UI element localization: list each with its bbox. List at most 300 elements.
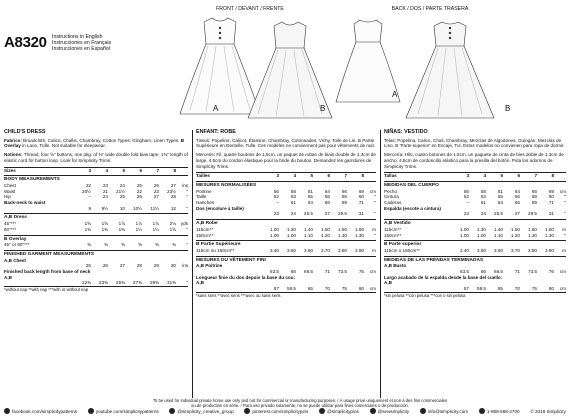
instagram-link[interactable]: @simplicity_creative_group xyxy=(169,408,233,414)
value-cell: 1.50 xyxy=(511,226,520,232)
size-list xyxy=(397,173,566,179)
value-cell: 1.60 xyxy=(338,226,347,232)
value-cell: 1.00 xyxy=(477,232,486,238)
instructions-fr: Instrucciones en Français xyxy=(52,40,112,46)
unit-cell: ins xyxy=(182,182,188,188)
phone-icon xyxy=(479,408,485,414)
unit-cell: cm xyxy=(559,188,566,194)
value-cell: 66 xyxy=(290,269,296,275)
value-cell: 53 xyxy=(480,194,486,200)
value-cell: 1⅝ xyxy=(84,221,91,227)
youtube-link[interactable]: youtube.com/simplicitypatterns xyxy=(88,408,159,414)
value-cell: 29.5 xyxy=(528,211,537,217)
value-cell: 2⅛ xyxy=(169,221,176,227)
spanish-title: NIÑAS: VESTIDO xyxy=(384,129,428,135)
value-cell: 24 xyxy=(290,211,296,217)
value-cell: 27 xyxy=(324,211,330,217)
value-cell: 25 xyxy=(119,194,125,200)
value-cell: 64 xyxy=(514,188,520,194)
value-cell: 1⅞ xyxy=(152,221,159,227)
pinterest-icon xyxy=(244,408,250,414)
value-cell: 80 xyxy=(358,286,364,292)
size-cell: 8 xyxy=(551,173,554,179)
value-cell: 61 xyxy=(497,188,503,194)
french-tissus: Tissus: Popeline, Calicot, Étamine, Chambray, Cotonnades, Vichy, Toile de Lin. B Partie Supérieure en Dentelle, Tulle. Ces modèles ne conviennent pas pour vêtements de nuit. xyxy=(196,137,376,149)
value-cell: 70 xyxy=(514,286,520,292)
phone-number: 1-888-588-2700 xyxy=(479,408,520,414)
value-cell: 23⅜ xyxy=(99,280,108,286)
value-cell: 25.5 xyxy=(304,211,313,217)
value-cell: 24 xyxy=(480,211,486,217)
value-cell: 71 xyxy=(358,200,364,206)
unit-cell: " xyxy=(374,211,376,217)
value-cell: 80 xyxy=(548,286,554,292)
row-label: Taille xyxy=(196,194,207,200)
ab-label: A,B xyxy=(384,280,392,286)
table-row xyxy=(4,242,188,248)
unit-cell: cm xyxy=(369,269,376,275)
value-cell: 31 xyxy=(548,211,554,217)
size-cell: 4 xyxy=(483,173,486,179)
back-neck-label: Back-neck to waist xyxy=(4,200,46,206)
row-label: 60"*** xyxy=(4,226,17,232)
unit-cell: " xyxy=(374,232,376,238)
value-cell: 71 xyxy=(324,269,330,275)
value-cell: 26 xyxy=(153,182,159,188)
size-cell: 3 xyxy=(88,167,91,173)
value-cell: 63.5 xyxy=(460,269,469,275)
value-cell: 1.30 xyxy=(477,226,486,232)
facebook-link[interactable]: facebook.com/simplicitypatterns xyxy=(4,408,77,414)
value-cell: ⅜ xyxy=(104,242,108,248)
unit-cell: " xyxy=(186,188,188,194)
value-cell: 20½ xyxy=(82,188,91,194)
value-cell: 27 xyxy=(514,211,520,217)
value-cell: 57 xyxy=(273,286,279,292)
value-cell: 64 xyxy=(324,188,330,194)
value-cell: 21 xyxy=(102,188,108,194)
medidas-terminadas-heading: MEDIDAS DE LAS PRENDAS TERMINADAS xyxy=(384,256,566,264)
value-cell: 58 xyxy=(290,188,296,194)
size-cell: 3 xyxy=(466,173,469,179)
size-cell: 7 xyxy=(534,173,537,179)
value-cell: 64 xyxy=(497,200,503,206)
value-cell: 3.90 xyxy=(545,247,554,253)
row-label: Pecho xyxy=(384,188,398,194)
value-cell: 1½ xyxy=(135,226,142,232)
ab-label: A,B xyxy=(4,274,12,280)
value-cell: 3.50 xyxy=(287,247,296,253)
value-cell: 1.10 xyxy=(494,232,503,238)
value-cell: 3.70 xyxy=(511,247,520,253)
value-cell: 75 xyxy=(341,286,347,292)
value-cell: 1.60 xyxy=(528,226,537,232)
value-cell: 23 xyxy=(463,211,469,217)
value-cell: 1⅝ xyxy=(169,226,176,232)
value-cell: ⅜ xyxy=(172,242,176,248)
value-cell: 58 xyxy=(531,194,537,200)
front-view-label: FRONT / DEVANT / FRENTE xyxy=(216,6,284,12)
usage-notice: To be used for individual private home use only and not for commercial or manufacturing purposes. / À usage privé uniquement et non à des fins commerciales ou de production en série. / Para uso privado solamente, no se puede utilizar para fines comerciales o de producción. xyxy=(152,398,448,408)
value-cell: 22 xyxy=(136,188,142,194)
value-cell: 1⅜ xyxy=(101,226,108,232)
unit-cell: m xyxy=(372,226,376,232)
sizes-row: Sizes 3 4 5 6 7 8 xyxy=(4,167,188,174)
value-cell: 24 xyxy=(102,194,108,200)
size-cell: 5 xyxy=(500,173,503,179)
sizes-row: Tailles 3 4 5 6 7 8 xyxy=(196,172,376,179)
value-cell: 58 xyxy=(480,188,486,194)
value-cell: 9½ xyxy=(101,205,108,211)
value-cell: 66 xyxy=(480,269,486,275)
value-cell: 1.00 xyxy=(270,232,279,238)
value-cell: 1.30 xyxy=(545,232,554,238)
value-cell: 25 xyxy=(136,182,142,188)
value-cell: 52 xyxy=(273,194,279,200)
value-cell: 25.5 xyxy=(494,211,503,217)
mesures-fini-heading: MESURES DU VÊTEMENT FINI xyxy=(196,256,376,264)
vestido-heading: A,B Vestido xyxy=(384,219,566,227)
unit-cell: " xyxy=(564,200,566,206)
value-cell: 10½ xyxy=(133,205,142,211)
size-cell: 6 xyxy=(327,173,330,179)
value-cell: 55 xyxy=(497,194,503,200)
dress-yardage-heading: A,B Dress xyxy=(4,213,188,221)
value-cell: 61 xyxy=(290,200,296,206)
table-row xyxy=(4,227,188,233)
unit-cell: m xyxy=(372,247,376,253)
social-bar xyxy=(4,408,566,414)
value-cell: 10 xyxy=(119,205,125,211)
value-cell: 1.30 xyxy=(287,226,296,232)
size-cell: 5 xyxy=(310,173,313,179)
value-cell: 69 xyxy=(531,200,537,206)
table-row xyxy=(384,233,566,239)
unit-cell: cm xyxy=(559,286,566,292)
value-cell: ⅜ xyxy=(155,242,159,248)
value-cell: 3.60 xyxy=(494,247,503,253)
back-dress-a-label: A xyxy=(392,90,398,99)
value-cell: 59.5 xyxy=(287,286,296,292)
blog-link[interactable]: @sewsimplicity xyxy=(370,408,409,414)
size-cell: 4 xyxy=(105,167,108,173)
partie-superieure-heading: B Partie Supérieure xyxy=(196,240,376,248)
robe-heading: A,B Robe xyxy=(196,219,376,227)
largo-label: Largo acabado de la espalda desde la base del cuello: xyxy=(384,274,503,280)
value-cell: 1.50 xyxy=(321,226,330,232)
value-cell: 1.00 xyxy=(287,232,296,238)
size-unit-spacer xyxy=(554,173,566,179)
instagram-icon xyxy=(169,408,175,414)
unit-cell: " xyxy=(186,205,188,211)
value-cell: 70 xyxy=(324,286,330,292)
size-cell: 8 xyxy=(361,173,364,179)
value-cell: 1.00 xyxy=(460,226,469,232)
pattern-number: A8320 xyxy=(4,34,47,51)
value-cell: 56 xyxy=(463,188,469,194)
value-cell: 23 xyxy=(153,188,159,194)
unit-cell: " xyxy=(374,200,376,206)
english-column xyxy=(4,130,188,293)
value-cell: 52 xyxy=(463,194,469,200)
value-cell: 68.5 xyxy=(494,269,503,275)
value-cell: 23 xyxy=(273,211,279,217)
value-cell: 65 xyxy=(497,286,503,292)
value-cell: 1⅜ xyxy=(118,226,125,232)
value-cell: 26 xyxy=(136,194,142,200)
instructions-en: Instructions in English xyxy=(52,34,103,40)
size-cell: 7 xyxy=(344,173,347,179)
unit-cell: cm xyxy=(369,188,376,194)
unit-cell: " xyxy=(564,232,566,238)
value-cell: 1⅞ xyxy=(135,221,142,227)
back-view-illustration xyxy=(330,14,530,126)
value-cell: 60 xyxy=(358,194,364,200)
table-row xyxy=(196,248,376,254)
english-title: CHILD'S DRESS xyxy=(4,129,46,135)
value-cell: 76 xyxy=(548,269,554,275)
size-unit-spacer xyxy=(364,173,376,179)
value-cell: 63.5 xyxy=(270,269,279,275)
value-cell: 24 xyxy=(119,182,125,188)
sizes-row: Tallas 3 4 5 6 7 8 xyxy=(384,172,566,179)
instructions-languages xyxy=(52,34,111,52)
value-cell: 27 xyxy=(153,194,159,200)
table-row xyxy=(196,211,376,217)
longueur-label: Longueur finie du dos depuis la base du cou: xyxy=(196,274,296,280)
copyright: © 2018 Simplicity xyxy=(530,408,566,414)
value-cell: 25⅜ xyxy=(116,280,125,286)
value-cell: 21½ xyxy=(116,188,125,194)
value-cell: 61 xyxy=(480,200,486,206)
value-cell: 3.50 xyxy=(477,247,486,253)
value-cell: 3.80 xyxy=(338,247,347,253)
value-cell: 69 xyxy=(341,200,347,206)
unit-cell: " xyxy=(564,194,566,200)
value-cell: 1.00 xyxy=(460,232,469,238)
value-cell: 1.40 xyxy=(494,226,503,232)
front-dress-a-label: A xyxy=(213,104,219,113)
value-cell: 56 xyxy=(273,188,279,194)
row-label: 45" or 60"*** xyxy=(4,242,30,248)
value-cell: 1.30 xyxy=(528,232,537,238)
value-cell: 56 xyxy=(324,194,330,200)
value-cell: ⅜ xyxy=(121,242,125,248)
unit-cell: cm xyxy=(369,286,376,292)
email-icon xyxy=(420,408,426,414)
value-cell: 12 xyxy=(170,205,176,211)
value-cell: 3.90 xyxy=(355,247,364,253)
row-label: 150cm** xyxy=(384,232,402,238)
value-cell: 1.00 xyxy=(270,226,279,232)
value-cell: 69 xyxy=(548,188,554,194)
busto-label: A,B Busto xyxy=(384,263,407,269)
front-dress-b-label: B xyxy=(320,104,326,113)
unit-cell: " xyxy=(186,280,188,286)
value-cell: 55 xyxy=(307,194,313,200)
unit-cell: " xyxy=(186,242,188,248)
value-cell: 1⅞ xyxy=(118,221,125,227)
size-cell: 3 xyxy=(276,173,279,179)
row-label: 45"*** xyxy=(4,221,17,227)
email-link[interactable]: info@simplicity.com xyxy=(420,408,468,414)
value-cell: 65 xyxy=(307,286,313,292)
unit-cell: ins xyxy=(182,263,188,269)
twitter-icon xyxy=(319,408,325,414)
value-cell: – xyxy=(88,194,91,200)
table-row xyxy=(196,286,376,292)
size-cell: 6 xyxy=(517,173,520,179)
finished-back-label: Finished back length from base of neck xyxy=(4,269,91,275)
value-cell: 71 xyxy=(514,269,520,275)
size-cell: 4 xyxy=(293,173,296,179)
row-label: Hanches xyxy=(196,200,215,206)
table-row xyxy=(196,233,376,239)
unit-cell: " xyxy=(186,226,188,232)
body-measurements-heading: BODY MEASUREMENTS xyxy=(4,175,188,183)
value-cell: ⅜ xyxy=(87,242,91,248)
value-cell: 53 xyxy=(290,194,296,200)
table-row xyxy=(384,286,566,292)
value-cell: 71 xyxy=(548,200,554,206)
value-cell: 23 xyxy=(102,182,108,188)
dos-label: Dos (encolure à taille) xyxy=(196,205,244,211)
value-cell: 60 xyxy=(548,194,554,200)
english-footnote: *without nap **with nap ***with or without nap xyxy=(4,286,188,293)
table-row xyxy=(4,280,188,286)
value-cell: 57 xyxy=(463,286,469,292)
value-cell: 1.10 xyxy=(304,232,313,238)
row-label: 115cm o 150cm** xyxy=(384,247,420,253)
row-label: Waist xyxy=(4,188,16,194)
chest-label: A,B Chest xyxy=(4,257,26,263)
unit-cell: " xyxy=(564,211,566,217)
value-cell: 61 xyxy=(307,188,313,194)
value-cell: 28 xyxy=(136,263,142,269)
back-dress-b-label: B xyxy=(505,104,511,113)
french-title: ENFANT: ROBE xyxy=(196,129,236,135)
value-cell: ⅜ xyxy=(138,242,142,248)
mesures-heading: MESURES NORMALISÉES xyxy=(196,181,376,189)
value-cell: 29 xyxy=(153,263,159,269)
value-cell: 31 xyxy=(358,211,364,217)
size-cell: 6 xyxy=(139,167,142,173)
value-cell: 3.70 xyxy=(321,247,330,253)
spanish-merceria: Mercería: Hilo, cuatro botones de 1.5cm, un paquete de cinta de bies doble de 1.3cm de ancho, 4.5cm de cordoncillo elástico para la presilla del botón. Pida los adornos de Simplicity Trims. xyxy=(384,152,564,169)
parte-superior-heading: B Parte superior xyxy=(384,240,566,248)
table-row xyxy=(4,206,188,212)
value-cell: 66 xyxy=(341,188,347,194)
column-divider xyxy=(380,130,381,398)
value-cell: 58 xyxy=(341,194,347,200)
value-cell: 1.60 xyxy=(545,226,554,232)
value-cell: 76 xyxy=(358,269,364,275)
medidas-heading: MEDIDAS DEL CUERPO xyxy=(384,181,566,189)
finished-measurements-heading: FINISHED GARMENT MEASUREMENTS xyxy=(4,250,188,258)
value-cell: 1.30 xyxy=(355,232,364,238)
back-view-label: BACK / DOS / PARTE TRASERA xyxy=(391,6,469,12)
value-cell: 73.5 xyxy=(528,269,537,275)
value-cell: 59.5 xyxy=(477,286,486,292)
row-label: 115cm** xyxy=(196,226,214,232)
espalda-label: Espalda (escote a cintura) xyxy=(384,205,441,211)
unit-cell: yds xyxy=(180,221,188,227)
value-cell: 22⅜ xyxy=(82,280,91,286)
value-cell: 1½ xyxy=(152,226,159,232)
poitrine-label: A,B Poitrine xyxy=(196,263,223,269)
value-cell: 1.40 xyxy=(304,226,313,232)
value-cell: 25 xyxy=(85,263,91,269)
spanish-telas: Telas: Popelina, Calico, Chali, Chambray, Mezclas de Algodones, Guingán, Mezclas de Lino. B 'Parte superior' en Encaje, Tul. Estos modelos no convienen para ropa de dormir. xyxy=(384,137,565,149)
youtube-icon xyxy=(88,408,94,414)
value-cell: 26 xyxy=(102,263,108,269)
row-label: Caderas xyxy=(384,200,402,206)
instructions-es: Instrucciones en Español xyxy=(52,46,110,52)
french-mercerie: Mercerie: Fil, quatre boutons de 1,5cm, un paquet de ruban de biais double de 1.3cm de large, 4.5cm du cordon élastique pour la bride du bouton. Demandez les garnitures de Simplicity Trims. xyxy=(196,152,376,169)
value-cell: 3.80 xyxy=(528,247,537,253)
english-notions: Notions: Thread, four ⅝" buttons, one pkg. of ⅜" wide double fold bias tape, 1⅜" length of elastic cord for button loop. Look for Simplicity Trims. xyxy=(4,152,188,163)
value-cell: 1.30 xyxy=(338,232,347,238)
unit-cell: m xyxy=(562,247,566,253)
value-cell: 29.5 xyxy=(338,211,347,217)
value-cell: 66 xyxy=(324,200,330,206)
table-row xyxy=(384,211,566,217)
value-cell: 30 xyxy=(170,263,176,269)
size-cell: 7 xyxy=(156,167,159,173)
value-cell: 22 xyxy=(85,182,91,188)
value-cell: 11½ xyxy=(150,205,159,211)
row-label: Hip xyxy=(4,194,11,200)
unit-cell: m xyxy=(562,226,566,232)
value-cell: – xyxy=(466,200,469,206)
spanish-column xyxy=(384,130,566,299)
overlay-yardage-heading: B Overlay xyxy=(4,235,188,243)
english-fabrics: Fabrics: Broadcloth, Calico, Challis, Chambray, Cotton Types, Gingham, Linen Types. B Overlay in Lace, Tulle. Not suitable for sleepwear. xyxy=(4,137,185,149)
column-divider xyxy=(192,130,193,398)
value-cell: 1.20 xyxy=(511,232,520,238)
value-cell: 3.60 xyxy=(304,247,313,253)
size-list xyxy=(16,168,188,174)
value-cell: 23½ xyxy=(167,188,176,194)
french-column xyxy=(196,130,376,299)
row-label: Chest xyxy=(4,182,17,188)
size-unit-spacer xyxy=(176,168,188,174)
size-list xyxy=(210,173,376,179)
facebook-icon xyxy=(4,408,10,414)
value-cell: 9 xyxy=(88,205,91,211)
ab-label: A,B xyxy=(196,280,204,286)
value-cell: 1⅝ xyxy=(101,221,108,227)
value-cell: 68.5 xyxy=(304,269,313,275)
value-cell: 1.20 xyxy=(321,232,330,238)
row-label: Poitrine xyxy=(196,188,212,194)
table-row xyxy=(384,248,566,254)
pinterest-link[interactable]: pinterest.com/simplicitypins xyxy=(244,408,308,414)
value-cell: 66 xyxy=(514,200,520,206)
value-cell: 27 xyxy=(119,263,125,269)
unit-cell: cm xyxy=(559,269,566,275)
value-cell: 27 xyxy=(170,182,176,188)
value-cell: 1.60 xyxy=(355,226,364,232)
value-cell: 3.40 xyxy=(460,247,469,253)
value-cell: 69 xyxy=(358,188,364,194)
size-cell: 5 xyxy=(122,167,125,173)
french-footnote: *sans sens **avec sens ***avec ou sans sens xyxy=(196,292,376,299)
twitter-link[interactable]: @simplicitypins xyxy=(319,408,359,414)
value-cell: 75 xyxy=(531,286,537,292)
value-cell: 3.40 xyxy=(270,247,279,253)
unit-cell: " xyxy=(186,194,188,200)
